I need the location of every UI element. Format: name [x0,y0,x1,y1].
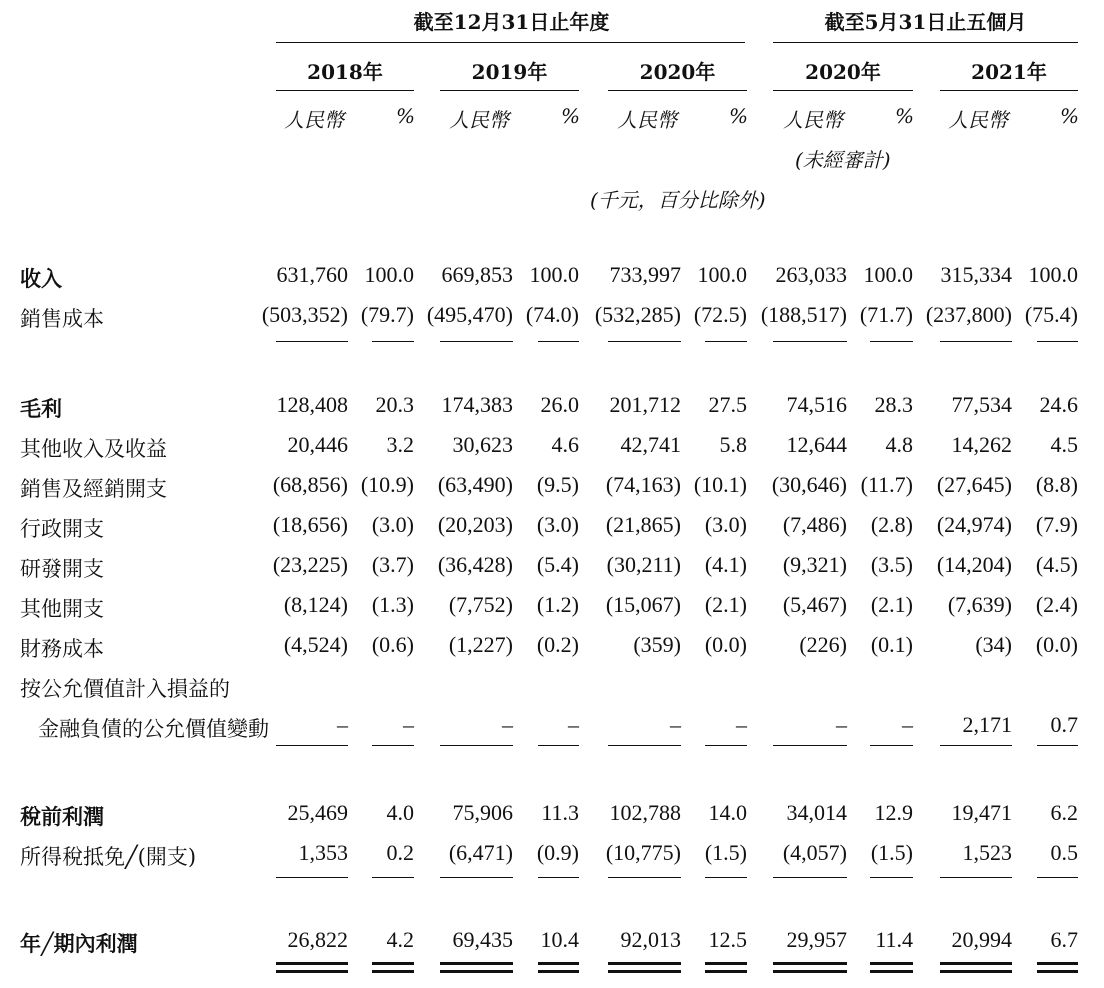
total-double-rule [705,962,747,973]
row-label: 按公允價值計入損益的 [20,677,230,701]
row-label: 所得稅抵免╱(開支) [20,845,197,869]
currency-unit: 人民幣 [449,108,509,132]
cell-value: (75.4) [1024,302,1078,327]
subtotal-rule [440,745,513,746]
cell-value: (2.4) [1035,592,1078,617]
cell-value: 100.0 [364,262,414,287]
cell-value: 1,353 [298,840,348,865]
cell-value: 6.7 [1050,927,1078,952]
row-label: 年╱期內利潤 [20,931,138,956]
subtotal-rule [940,877,1012,878]
group-header-full-year: 截至12月31日止年度 [413,10,610,34]
row-label: 銷售及經銷開支 [20,477,167,501]
cell-value: (27,645) [936,472,1012,497]
cell-value: (20,203) [437,512,513,537]
cell-value: (1,227) [448,632,513,657]
cell-value: 14.0 [708,800,747,825]
percent-unit: % [561,104,581,128]
cell-value: (72.5) [693,302,747,327]
cell-value: 26,822 [287,927,348,952]
cell-value: – [902,712,913,737]
cell-value: (0.6) [371,632,414,657]
subtotal-rule [440,877,513,878]
cell-value: 77,534 [951,392,1012,417]
cell-value: 201,712 [609,392,681,417]
cell-value: (23,225) [272,552,348,577]
cell-value: (2.8) [870,512,913,537]
row-label: 毛利 [20,396,62,421]
year-header: 2020年 [805,60,881,84]
cell-value: (7,486) [782,512,847,537]
cell-value: 11.4 [875,927,913,952]
cell-value: (3.7) [371,552,414,577]
cell-value: (4.1) [704,552,747,577]
cell-value: 4.2 [386,927,414,952]
row-label: 財務成本 [20,637,104,661]
subtotal-rule [372,341,414,342]
cell-value: 102,788 [609,800,681,825]
cell-value: 20,446 [287,432,348,457]
cell-value: (30,211) [606,552,681,577]
subtotal-rule [608,877,681,878]
subtotal-rule [440,341,513,342]
percent-unit: % [729,104,749,128]
cell-value: (79.7) [360,302,414,327]
cell-value: 263,033 [775,262,847,287]
cell-value: (4.5) [1035,552,1078,577]
cell-value: – [337,712,348,737]
cell-value: 0.5 [1050,840,1078,865]
cell-value: (10.1) [693,472,747,497]
cell-value: 24.6 [1039,392,1078,417]
cell-value: (4,524) [283,632,348,657]
cell-value: (7,752) [448,592,513,617]
cell-value: (1.3) [371,592,414,617]
cell-value: (21,865) [605,512,681,537]
cell-value: – [670,712,681,737]
cell-value: 1,523 [962,840,1012,865]
unaudited-note: (未經審計) [795,148,891,172]
subtotal-rule [276,745,348,746]
row-label: 研發開支 [20,557,104,581]
cell-value: – [736,712,747,737]
cell-value: – [568,712,579,737]
total-double-rule [372,962,414,973]
percent-unit: % [895,104,915,128]
cell-value: (503,352) [261,302,348,327]
cell-value: 30,623 [452,432,513,457]
cell-value: (532,285) [594,302,681,327]
row-label: 其他開支 [20,597,104,621]
cell-value: 34,014 [786,800,847,825]
cell-value: 2,171 [962,712,1012,737]
subtotal-rule [705,877,747,878]
total-double-rule [940,962,1012,973]
cell-value: 0.2 [386,840,414,865]
cell-value: 74,516 [786,392,847,417]
cell-value: (359) [633,632,681,657]
cell-value: 0.7 [1050,712,1078,737]
cell-value: (24,974) [936,512,1012,537]
currency-unit: 人民幣 [284,108,344,132]
cell-value: (0.1) [870,632,913,657]
row-label: 其他收入及收益 [20,437,167,461]
total-double-rule [440,962,513,973]
cell-value: (34) [975,632,1012,657]
total-double-rule [608,962,681,973]
cell-value: 12.9 [874,800,913,825]
cell-value: (3.0) [536,512,579,537]
subtotal-rule [705,341,747,342]
cell-value: 11.3 [541,800,579,825]
cell-value: (237,800) [925,302,1012,327]
cell-value: 4.5 [1050,432,1078,457]
cell-value: 315,334 [940,262,1012,287]
cell-value: (63,490) [437,472,513,497]
cell-value: 100.0 [697,262,747,287]
year-header: 2020年 [639,60,716,84]
currency-unit: 人民幣 [617,108,677,132]
cell-value: 12,644 [786,432,847,457]
percent-unit: % [396,104,416,128]
year-header-rule [608,90,747,91]
subtotal-rule [870,745,913,746]
cell-value: 4.0 [386,800,414,825]
cell-value: 20.3 [375,392,414,417]
cell-value: (74.0) [525,302,579,327]
cell-value: 28.3 [874,392,913,417]
subtotal-rule [372,877,414,878]
cell-value: 75,906 [452,800,513,825]
cell-value: 4.8 [885,432,913,457]
total-double-rule [870,962,913,973]
subtotal-rule [1037,341,1078,342]
cell-value: (9,321) [782,552,847,577]
cell-value: (1.5) [704,840,747,865]
subtotal-rule [276,877,348,878]
subtotal-rule [538,341,579,342]
cell-value: 26.0 [540,392,579,417]
cell-value: (0.9) [536,840,579,865]
year-header: 2019年 [471,60,548,84]
cell-value: 100.0 [529,262,579,287]
subtotal-rule [276,341,348,342]
cell-value: 733,997 [609,262,681,287]
cell-value: 100.0 [863,262,913,287]
year-header: 2021年 [971,60,1047,84]
total-double-rule [773,962,847,973]
cell-value: (5.4) [536,552,579,577]
cell-value: 6.2 [1050,800,1078,825]
total-double-rule [538,962,579,973]
total-double-rule [1037,962,1078,973]
subtotal-rule [608,341,681,342]
year-header-rule [940,90,1078,91]
cell-value: 128,408 [276,392,348,417]
group-header-rule-2 [773,42,1078,43]
cell-value: 10.4 [540,927,579,952]
cell-value: 69,435 [452,927,513,952]
currency-unit: 人民幣 [783,108,843,132]
cell-value: (2.1) [870,592,913,617]
cell-value: (1.5) [870,840,913,865]
cell-value: (5,467) [782,592,847,617]
cell-value: (8,124) [283,592,348,617]
unit-note: (千元，百分比除外) [590,188,766,212]
cell-value: 669,853 [441,262,513,287]
cell-value: (10.9) [360,472,414,497]
cell-value: 25,469 [287,800,348,825]
subtotal-rule [870,877,913,878]
cell-value: (188,517) [760,302,847,327]
group-header-rule-1 [276,42,745,43]
cell-value: (495,470) [426,302,513,327]
row-label: 銷售成本 [20,307,104,331]
cell-value: – [403,712,414,737]
subtotal-rule [1037,877,1078,878]
subtotal-rule [538,745,579,746]
cell-value: (71.7) [859,302,913,327]
cell-value: (11.7) [860,472,913,497]
subtotal-rule [608,745,681,746]
cell-value: (2.1) [704,592,747,617]
cell-value: (4,057) [782,840,847,865]
cell-value: (9.5) [536,472,579,497]
row-label: 收入 [20,266,62,291]
cell-value: (8.8) [1035,472,1078,497]
cell-value: 631,760 [276,262,348,287]
cell-value: 19,471 [951,800,1012,825]
cell-value: (6,471) [448,840,513,865]
percent-unit: % [1060,104,1080,128]
cell-value: (3.5) [870,552,913,577]
total-double-rule [276,962,348,973]
group-header-five-months: 截至5月31日止五個月 [824,10,1027,34]
year-header-rule [440,90,579,91]
cell-value: 20,994 [951,927,1012,952]
cell-value: (18,656) [272,512,348,537]
cell-value: 42,741 [620,432,681,457]
year-header-rule [773,90,913,91]
cell-value: (226) [799,632,847,657]
cell-value: 27.5 [708,392,747,417]
cell-value: (68,856) [272,472,348,497]
cell-value: 14,262 [951,432,1012,457]
row-label: 稅前利潤 [20,804,104,829]
cell-value: (0.0) [1035,632,1078,657]
year-header-rule [276,90,414,91]
cell-value: 92,013 [620,927,681,952]
cell-value: 4.6 [551,432,579,457]
subtotal-rule [940,745,1012,746]
cell-value: (15,067) [605,592,681,617]
subtotal-rule [773,745,847,746]
cell-value: 100.0 [1028,262,1078,287]
cell-value: (74,163) [605,472,681,497]
cell-value: (14,204) [936,552,1012,577]
subtotal-rule [773,877,847,878]
subtotal-rule [870,341,913,342]
subtotal-rule [940,341,1012,342]
cell-value: (3.0) [371,512,414,537]
subtotal-rule [372,745,414,746]
cell-value: (36,428) [437,552,513,577]
cell-value: 5.8 [719,432,747,457]
cell-value: (10,775) [605,840,681,865]
subtotal-rule [1037,745,1078,746]
cell-value: – [502,712,513,737]
currency-unit: 人民幣 [948,108,1008,132]
cell-value: 12.5 [708,927,747,952]
cell-value: – [836,712,847,737]
subtotal-rule [705,745,747,746]
cell-value: (7,639) [947,592,1012,617]
cell-value: (0.0) [704,632,747,657]
subtotal-rule [773,341,847,342]
cell-value: (30,646) [771,472,847,497]
cell-value: (3.0) [704,512,747,537]
cell-value: (7.9) [1035,512,1078,537]
row-label: 行政開支 [20,517,104,541]
year-header: 2018年 [307,60,383,84]
row-label: 金融負債的公允價值變動 [38,717,269,741]
cell-value: (0.2) [536,632,579,657]
cell-value: (1.2) [536,592,579,617]
subtotal-rule [538,877,579,878]
cell-value: 29,957 [786,927,847,952]
cell-value: 3.2 [386,432,414,457]
cell-value: 174,383 [441,392,513,417]
